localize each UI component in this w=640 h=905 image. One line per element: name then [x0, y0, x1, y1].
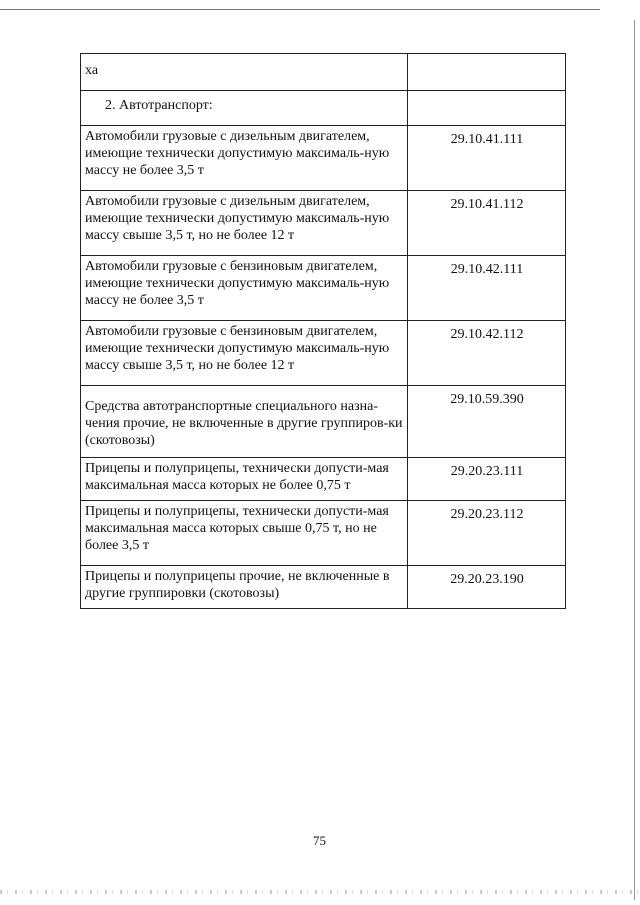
section-heading: 2. Автотранспорт:	[81, 91, 408, 126]
table-row	[81, 386, 566, 458]
row-code-cell: 29.10.42.112	[408, 321, 566, 386]
table-row	[81, 458, 566, 501]
page-number: 75	[313, 833, 326, 848]
table-row	[81, 191, 566, 256]
row-code-cell	[408, 54, 566, 91]
row-name-cell: Автомобили грузовые с дизельным двигателем, имеющие технически допустимую максималь-ную массу не более 3,5 т	[81, 126, 408, 191]
table-row	[81, 126, 566, 191]
scan-edge-top	[0, 9, 600, 10]
row-code-cell: 29.10.41.111	[408, 126, 566, 191]
row-code-cell: 29.10.59.390	[408, 386, 566, 458]
row-name-cell: Автомобили грузовые с бензиновым двигателем, имеющие технически допустимую максималь-ную массу не более 3,5 т	[81, 256, 408, 321]
row-code-cell: 29.20.23.112	[408, 501, 566, 566]
row-code-cell: 29.20.23.111	[408, 458, 566, 501]
table-row	[81, 256, 566, 321]
row-name-cell: Прицепы и полуприцепы прочие, не включенные в другие группировки (скотовозы)	[81, 566, 408, 609]
row-name-cell: Прицепы и полуприцепы, технически допусти-мая максимальная масса которых свыше 0,75 т, но не более 3,5 т	[81, 501, 408, 566]
row-code-cell: 29.10.41.112	[408, 191, 566, 256]
row-code-cell	[408, 91, 566, 126]
row-name-cell: Прицепы и полуприцепы, технически допусти-мая максимальная масса которых не более 0,75 т	[81, 458, 408, 501]
table-row	[81, 566, 566, 609]
table-row	[81, 54, 566, 91]
row-code-cell: 29.20.23.190	[408, 566, 566, 609]
table-section-heading-row	[81, 91, 566, 126]
scan-edge-right	[634, 20, 635, 900]
classification-table	[80, 53, 566, 609]
table-row	[81, 321, 566, 386]
row-name-cell: Средства автотранспортные специального назна-чения прочие, не включенные в другие группиров-ки (скотовозы)	[81, 386, 408, 458]
row-code-cell: 29.10.42.111	[408, 256, 566, 321]
table-row	[81, 501, 566, 566]
row-name-cell: Автомобили грузовые с бензиновым двигателем, имеющие технически допустимую максималь-ную массу свыше 3,5 т, но не более 12 т	[81, 321, 408, 386]
row-name-cell: ха	[81, 54, 408, 91]
row-name-cell: Автомобили грузовые с дизельным двигателем, имеющие технически допустимую максималь-ную массу свыше 3,5 т, но не более 12 т	[81, 191, 408, 256]
scan-noise-strip	[0, 890, 640, 894]
